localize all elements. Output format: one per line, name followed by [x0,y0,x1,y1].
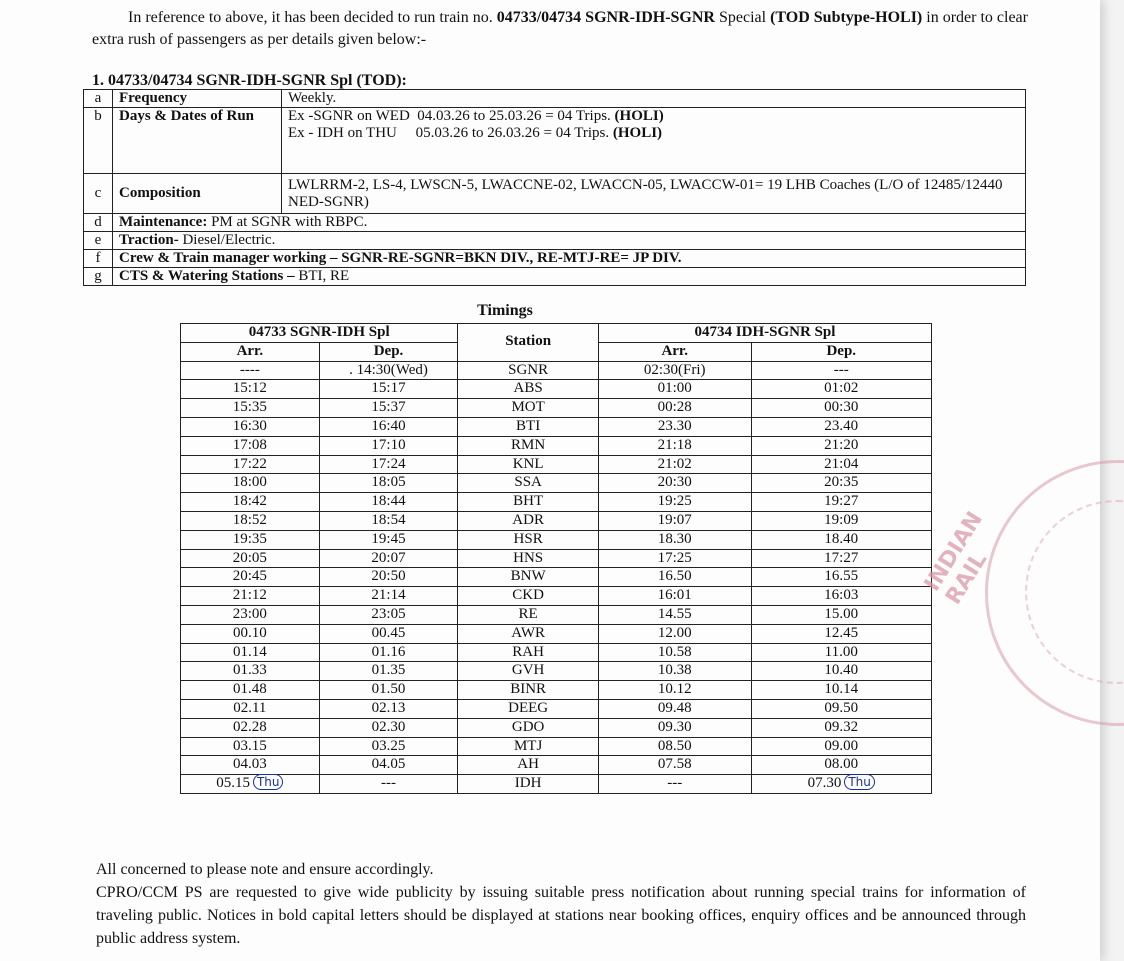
intro-subtype: (TOD Subtype-HOLI) [770,9,923,26]
timing-row [181,493,932,512]
station-code: IDH [458,775,599,794]
right-arrival: 00:28 [598,399,751,418]
right-arrival: 10.38 [598,662,751,681]
timings-body [181,361,932,793]
station-code: ADR [458,511,599,530]
left-arrival: 00.10 [181,624,320,643]
right-arrival: 10.12 [598,681,751,700]
station-code: HSR [458,530,599,549]
right-arrival: 17:25 [598,549,751,568]
info-row-cts: g CTS & Watering Stations – BTI, RE [84,268,1026,286]
timing-row [181,399,932,418]
left-arrival: 01.14 [181,643,320,662]
station-code: CKD [458,587,599,606]
station-code: BINR [458,681,599,700]
station-code: DEEG [458,699,599,718]
info-row-composition: c Composition LWLRRM-2, LS-4, LWSCN-5, LWACCNE-02, LWACCN-05, LWACCW-01= 19 LHB Coaches (L/O of 12485/12440 NED-SGNR) [84,174,1026,214]
left-departure: --- [319,775,458,794]
left-departure: 19:45 [319,530,458,549]
timing-row [181,361,932,380]
station-code: MTJ [458,737,599,756]
left-departure: 18:54 [319,511,458,530]
right-departure: 18.40 [751,530,932,549]
info-row-frequency: a Frequency Weekly. [84,90,1026,108]
info-row-maintenance: d Maintenance: PM at SGNR with RBPC. [84,214,1026,232]
left-arrival: 19:35 [181,530,320,549]
timing-row [181,587,932,606]
left-departure: 17:10 [319,436,458,455]
right-departure: 20:35 [751,474,932,493]
station-code: RE [458,605,599,624]
right-departure: 00:30 [751,399,932,418]
left-train-title: 04733 SGNR-IDH Spl [181,324,458,343]
intro-text-mid: Special [714,9,771,26]
right-arrival: 07.58 [598,756,751,775]
left-dep-header: Dep. [319,342,458,361]
right-arrival: 23.30 [598,417,751,436]
train-info-table [83,89,1026,286]
right-departure: 17:27 [751,549,932,568]
left-departure: 20:50 [319,568,458,587]
timing-row [181,643,932,662]
left-arrival: 01.48 [181,681,320,700]
timing-row [181,417,932,436]
left-departure: . 14:30(Wed) [319,361,458,380]
timing-row [181,718,932,737]
left-departure: 02.30 [319,718,458,737]
station-code: AH [458,756,599,775]
right-departure: 19:09 [751,511,932,530]
left-arrival: 18:42 [181,493,320,512]
left-arrival: 02.11 [181,699,320,718]
timing-row [181,455,932,474]
left-departure: 16:40 [319,417,458,436]
left-arrival: 18:00 [181,474,320,493]
timing-row [181,775,932,794]
right-departure: 08.00 [751,756,932,775]
timing-row [181,474,932,493]
station-code: SGNR [458,361,599,380]
right-train-title: 04734 IDH-SGNR Spl [598,324,931,343]
left-arrival: 03.15 [181,737,320,756]
station-code: AWR [458,624,599,643]
timing-row [181,511,932,530]
right-arr-header: Arr. [598,342,751,361]
left-departure: 02.13 [319,699,458,718]
station-code: MOT [458,399,599,418]
timing-row [181,605,932,624]
right-departure: 19:27 [751,493,932,512]
timings-caption: Timings [477,302,533,319]
stamp-text: INDIAN RAIL [919,507,993,610]
right-departure: 09.50 [751,699,932,718]
station-code: ABS [458,380,599,399]
left-arrival: 20:05 [181,549,320,568]
timing-row [181,568,932,587]
right-departure: 21:04 [751,455,932,474]
right-departure: 21:20 [751,436,932,455]
right-departure: 01:02 [751,380,932,399]
right-departure: 16.55 [751,568,932,587]
left-arrival: 18:52 [181,511,320,530]
info-row-days: b Days & Dates of Run Ex -SGNR on WED 04.03.26 to 25.03.26 = 04 Trips. (HOLI) Ex - IDH on THU 05.03.26 to 26.03.26 = 04 Trips. (HOLI) [84,108,1026,174]
left-arrival: 23:00 [181,605,320,624]
left-arrival: 15:12 [181,380,320,399]
station-code: SSA [458,474,599,493]
right-departure: 16:03 [751,587,932,606]
left-departure: 20:07 [319,549,458,568]
intro-text: In reference to above, it has been decided to run train no. [128,9,497,26]
left-departure: 00.45 [319,624,458,643]
right-dep-header: Dep. [751,342,932,361]
right-departure: 10.14 [751,681,932,700]
right-arrival: 02:30(Fri) [598,361,751,380]
right-arrival: 20:30 [598,474,751,493]
right-departure: 15.00 [751,605,932,624]
left-arrival: 05.15 Thu [181,775,320,794]
timing-row [181,549,932,568]
left-departure: 01.16 [319,643,458,662]
right-arrival: --- [598,775,751,794]
intro-text-end: in order to clear extra rush of passengers as per details given below:- [92,9,1028,48]
section-title: 1. 04733/04734 SGNR-IDH-SGNR Spl (TOD): [92,72,407,89]
right-arrival: 21:18 [598,436,751,455]
right-departure: 10.40 [751,662,932,681]
left-arrival: 17:22 [181,455,320,474]
station-code: BHT [458,493,599,512]
timing-row [181,436,932,455]
right-arrival: 16.50 [598,568,751,587]
right-arrival: 08.50 [598,737,751,756]
left-arrival: ---- [181,361,320,380]
left-departure: 15:37 [319,399,458,418]
timing-row [181,530,932,549]
station-code: HNS [458,549,599,568]
left-arrival: 04.03 [181,756,320,775]
timing-row [181,681,932,700]
intro-paragraph [92,7,1052,51]
closing-text [96,858,1026,950]
station-code: GDO [458,718,599,737]
left-departure: 18:05 [319,474,458,493]
left-departure: 21:14 [319,587,458,606]
right-arrival: 18.30 [598,530,751,549]
closing-line-2: CPRO/CCM PS are requested to give wide publicity by issuing suitable press notification about running special trains for information of traveling public. Notices in bold capital letters should be displayed at stations near booking offices, enquiry offices and be announced through public address system. [96,884,1026,947]
right-arrival: 12.00 [598,624,751,643]
right-arrival: 19:07 [598,511,751,530]
left-arrival: 15:35 [181,399,320,418]
left-departure: 03.25 [319,737,458,756]
left-arrival: 16:30 [181,417,320,436]
station-code: RMN [458,436,599,455]
station-code: KNL [458,455,599,474]
left-arrival: 01.33 [181,662,320,681]
right-arrival: 09.30 [598,718,751,737]
left-departure: 04.05 [319,756,458,775]
right-departure: 23.40 [751,417,932,436]
info-row-crew: f Crew & Train manager working – SGNR-RE-SGNR=BKN DIV., RE-MTJ-RE= JP DIV. [84,250,1026,268]
right-arrival: 16:01 [598,587,751,606]
right-departure: --- [751,361,932,380]
station-header: Station [458,324,599,362]
timing-row [181,737,932,756]
closing-line-1: All concerned to please note and ensure accordingly. [96,861,434,878]
right-arrival: 01:00 [598,380,751,399]
timing-row [181,756,932,775]
right-departure: 07.30 Thu [751,775,932,794]
left-arrival: 02.28 [181,718,320,737]
left-departure: 18:44 [319,493,458,512]
right-departure: 11.00 [751,643,932,662]
station-code: BNW [458,568,599,587]
left-departure: 01.35 [319,662,458,681]
info-row-traction: e Traction- Diesel/Electric. [84,232,1026,250]
right-arrival: 21:02 [598,455,751,474]
timing-row [181,624,932,643]
left-departure: 15:17 [319,380,458,399]
right-arrival: 19:25 [598,493,751,512]
right-arrival: 10.58 [598,643,751,662]
right-departure: 09.00 [751,737,932,756]
handwritten-note-left: Thu [253,774,284,790]
right-departure: 09.32 [751,718,932,737]
left-departure: 23:05 [319,605,458,624]
left-arrival: 21:12 [181,587,320,606]
station-code: BTI [458,417,599,436]
timings-table [180,323,932,794]
left-arrival: 17:08 [181,436,320,455]
timing-row [181,662,932,681]
left-arr-header: Arr. [181,342,320,361]
right-arrival: 14.55 [598,605,751,624]
right-departure: 12.45 [751,624,932,643]
timing-row [181,699,932,718]
handwritten-note-right: Thu [844,774,875,790]
right-arrival: 09.48 [598,699,751,718]
station-code: GVH [458,662,599,681]
left-departure: 17:24 [319,455,458,474]
left-arrival: 20:45 [181,568,320,587]
station-code: RAH [458,643,599,662]
intro-train-number: 04733/04734 SGNR-IDH-SGNR [496,9,715,26]
left-departure: 01.50 [319,681,458,700]
timing-row [181,380,932,399]
